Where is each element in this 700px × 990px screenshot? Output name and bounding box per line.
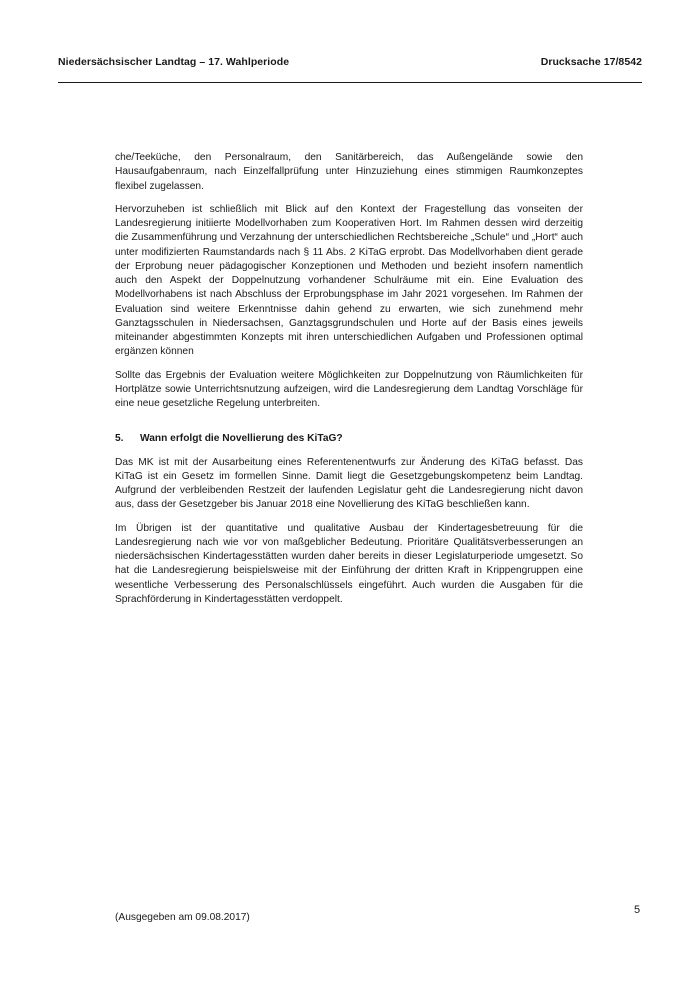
section-number: 5. — [115, 433, 124, 445]
section-paragraph: Im Übrigen ist der quantitative und qualitative Ausbau der Kindertagesbetreuung für die Landesregierung nach wie vor von maßgeblicher Bedeutung. Prioritäre Qualitätsverbesserungen an niedersächsischen Kindertagesstätten wurden daher bereits in dieser Legislaturperiode umgesetzt. So hat die Landesregierung beispielsweise mit der Einführung der dritten Kraft in Krippengruppen eine wesentliche Verbesserung des Personalschlüssels eingeführt. Auch wurden die Ausgaben für die Sprachförderung in Kindertagesstätten verdoppelt. — [115, 522, 583, 605]
header-divider — [58, 82, 642, 83]
parliament-title: Niedersächsischer Landtag – 17. Wahlperiode — [58, 56, 290, 68]
document-body — [115, 151, 583, 616]
document-number: Drucksache 17/8542 — [540, 56, 642, 68]
body-paragraph: Sollte das Ergebnis der Evaluation weitere Möglichkeiten zur Doppelnutzung von Räumlichkeiten für Hortplätze sowie Unterrichtsnutzung aufzeigen, wird die Landesregierung dem Landtag Vorschläge für eine neue gesetzliche Regelung unterbreiten. — [115, 369, 583, 409]
section-heading — [115, 432, 583, 446]
body-paragraph: Hervorzuheben ist schließlich mit Blick auf den Kontext der Fragestellung das vonseiten der Landesregierung initiierte Modellvorhaben zum Kooperativen Hort. Im Rahmen dessen wird derzeitig die Zusammenführung und Verzahnung der unterschiedlichen Rechtsbereiche „Schule“ und „Hort“ auch unter modifizierten Raumstandards nach § 11 Abs. 2 KiTaG erprobt. Das Modellvorhaben dient gerade der Erprobung neuer pädagogischer Konzeptionen und Methoden und bezieht insofern namentlich auch den Aspekt der Doppelnutzung vorhandener Schulräume mit ein. Eine Evaluation des Modellvorhabens ist nach Abschluss der Erprobungsphase im Jahr 2021 vorgesehen. Im Rahmen der Evaluation sind weitere Erkenntnisse dahin gehend zu erwarten, wie sich zunehmend mehr Ganztagsschulen in Niedersachsen, Ganztagsgrundschulen und Horte auf der Basis eines jeweils miteinander abgestimmten Konzepts mit ihren unterschiedlichen Aufgaben und Professionen optimal ergänzen können — [115, 203, 583, 358]
section-paragraph: Das MK ist mit der Ausarbeitung eines Referentenentwurfs zur Änderung des KiTaG befasst. Das KiTaG ist ein Gesetz im formellen Sinne. Damit liegt die Gesetzgebungskompetenz beim Landtag. Aufgrund der verbleibenden Restzeit der laufenden Legislatur geht die Landesregierung nicht davon aus, dass der Gesetzgeber bis Januar 2018 eine Novellierung des KiTaG beschließen kann. — [115, 456, 583, 511]
page-header — [58, 56, 642, 68]
page-number: 5 — [634, 904, 641, 916]
section-title: Wann erfolgt die Novellierung des KiTaG? — [140, 433, 343, 445]
issue-date-note: (Ausgegeben am 09.08.2017) — [115, 912, 250, 923]
body-paragraph: che/Teeküche, den Personalraum, den Sanitärbereich, das Außengelände sowie den Hausaufgabenraum, nach Einzelfallprüfung unter Hinzuziehung eines stimmigen Raumkonzeptes flexibel zugelassen. — [115, 152, 583, 192]
